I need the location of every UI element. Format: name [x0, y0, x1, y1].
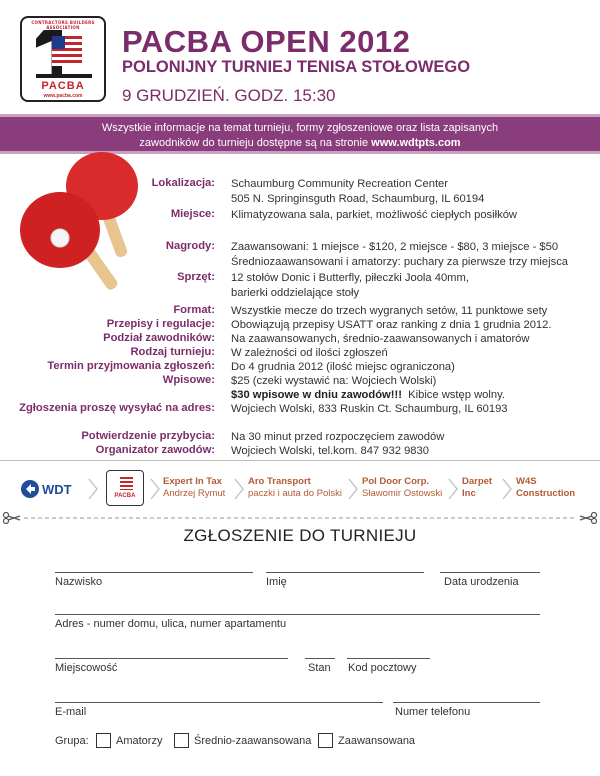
- sponsor-name: Aro Transport: [248, 476, 311, 487]
- info-value: [231, 374, 436, 389]
- logo-bar: [36, 74, 92, 78]
- info-line: Na 30 minut przed rozpoczęciem zawodów: [231, 431, 445, 443]
- info-label: Organizator zawodów:: [95, 444, 215, 456]
- info-line: W zależności od ilości zgłoszeń: [231, 347, 388, 359]
- info-value: [231, 332, 530, 347]
- info-line: Klimatyzowana sala, parkiet, możliwość ciepłych posiłków: [231, 209, 518, 221]
- info-label: Miejsce:: [170, 208, 215, 220]
- chevron-right-icon: [234, 478, 244, 500]
- logo-url: www.pacba.com: [43, 93, 83, 99]
- zip-field[interactable]: [347, 658, 430, 659]
- phone-label: Numer telefonu: [395, 706, 471, 718]
- sponsor-sub: Construction: [516, 488, 576, 499]
- sponsor-name: Pol Door Corp.: [362, 476, 430, 487]
- birth-date-label: Data urodzenia: [444, 576, 519, 588]
- us-flag-icon: [52, 36, 82, 66]
- info-line: Schaumburg Community Recreation Center: [231, 178, 449, 190]
- info-value: [231, 304, 547, 319]
- phone-field[interactable]: [393, 702, 540, 703]
- sponsor-item: [163, 476, 225, 500]
- city-label: Miejscowość: [55, 662, 118, 674]
- us-flag-icon: [120, 477, 133, 490]
- sponsor-sub: paczki i auta do Polski: [248, 488, 342, 499]
- scissors-icon: [580, 513, 597, 524]
- sponsor-sub: Sławomir Ostowski: [362, 488, 443, 499]
- ping-pong-ball-icon: [51, 229, 69, 247]
- chevron-right-icon: [88, 478, 98, 500]
- state-label: Stan: [308, 662, 331, 674]
- info-line: Na zaawansowanych, średnio-zaawansowanych i amatorów: [231, 333, 530, 345]
- chevron-right-icon: [502, 478, 512, 500]
- info-line: Wojciech Wolski, tel.kom. 847 932 9830: [231, 445, 429, 457]
- sponsor-sub: Andrzej Rymut: [163, 488, 226, 499]
- checkbox-intermediate[interactable]: [174, 733, 189, 748]
- first-name-field[interactable]: [266, 572, 424, 573]
- info-value: [231, 177, 484, 206]
- city-field[interactable]: [55, 658, 288, 659]
- info-line: barierki oddzielające stoły: [231, 286, 360, 299]
- group-label: Grupa:: [55, 735, 89, 747]
- event-date-time: 9 GRUDZIEŃ. GODZ. 15:30: [122, 86, 336, 105]
- logo-arc-text: CONTRACTORS BUILDERS ASSOCIATION: [31, 20, 95, 30]
- state-field[interactable]: [305, 658, 335, 659]
- banner-line-2-text: zawodników do turnieju dostępne są na stronie: [139, 137, 372, 149]
- logo-brand: PACBA: [41, 80, 85, 92]
- sponsor-name: W4S: [516, 476, 537, 487]
- info-label: Zgłoszenia proszę wysyłać na adres:: [19, 402, 215, 414]
- info-label: Sprzęt:: [177, 271, 215, 283]
- sponsor-sub: Inc: [462, 488, 476, 499]
- info-label: Przepisy i regulacje:: [106, 318, 215, 330]
- info-line: Obowiązują przepisy USATT oraz ranking z dnia 1 grudnia 2012.: [231, 319, 552, 331]
- info-value: [231, 402, 508, 417]
- info-label: Lokalizacja:: [151, 177, 215, 189]
- info-value: [231, 318, 551, 333]
- first-name-label: Imię: [266, 576, 287, 588]
- pacba-logo: [20, 16, 106, 102]
- info-label: Format:: [173, 304, 215, 316]
- info-value: [231, 388, 505, 403]
- info-line: Wojciech Wolski, 833 Ruskin Ct. Schaumburg, IL 60193: [231, 403, 508, 415]
- address-label: Adres - numer domu, ulica, numer apartamentu: [55, 618, 287, 630]
- pacba-mini-logo: [106, 470, 144, 506]
- wdt-logo: [20, 478, 78, 502]
- ping-pong-paddles-image: [14, 142, 154, 302]
- info-line: $25 (czeki wystawić na: Wojciech Wolski): [231, 375, 437, 387]
- surname-label: Nazwisko: [55, 576, 103, 588]
- info-label: Potwierdzenie przybycia:: [81, 430, 215, 442]
- sponsor-item: [462, 476, 492, 500]
- sponsor-name: Expert In Tax: [163, 476, 222, 487]
- spectators-free: Kibice wstęp wolny.: [401, 389, 505, 401]
- chevron-right-icon: [348, 478, 358, 500]
- sponsor-item: [362, 476, 442, 500]
- info-value: [231, 240, 568, 269]
- email-field[interactable]: [55, 702, 383, 703]
- page-title: PACBA OPEN 2012: [122, 24, 411, 59]
- chevron-right-icon: [448, 478, 458, 500]
- info-value: [231, 444, 429, 459]
- checkbox-advanced[interactable]: [318, 733, 333, 748]
- banner-line-1: Wszystkie informacje na temat turnieju, formy zgłoszeniowe oraz lista zapisanych: [101, 122, 499, 134]
- info-label: Termin przyjmowania zgłoszeń:: [47, 360, 215, 372]
- website-link[interactable]: www.wdtpts.com: [371, 137, 461, 149]
- info-value: [231, 430, 444, 445]
- email-label: E-mail: [55, 706, 87, 718]
- info-line: Zaawansowani: 1 miejsce - $120, 2 miejsce - $80, 3 miejsce - $50: [231, 241, 559, 253]
- info-label: Rodzaj turnieju:: [130, 346, 215, 358]
- sponsor-item: [516, 476, 575, 500]
- info-label: Nagrody:: [165, 240, 215, 252]
- sponsor-item: [248, 476, 342, 500]
- info-value: [231, 346, 388, 361]
- checkbox-amateurs[interactable]: [96, 733, 111, 748]
- cut-line: [0, 512, 600, 524]
- info-line: Do 4 grudnia 2012 (ilość miejsc ograniczona): [231, 361, 455, 373]
- info-line: Średniozaawansowani i amatorzy: puchary za pierwsze trzy miejsca: [231, 255, 569, 268]
- info-label: Podział zawodników:: [103, 332, 215, 344]
- info-line: Wszystkie mecze do trzech wygranych setów, 11 punktowe sety: [231, 305, 548, 317]
- surname-field[interactable]: [55, 572, 253, 573]
- info-value: [231, 271, 469, 300]
- info-value: [231, 360, 455, 375]
- birth-date-field[interactable]: [440, 572, 540, 573]
- chevron-right-icon: [150, 478, 160, 500]
- zip-label: Kod pocztowy: [348, 662, 417, 674]
- checkbox-intermediate-label: Średnio-zaawansowana: [194, 735, 312, 747]
- fee-day-of: $30 wpisowe w dniu zawodów!!!: [231, 389, 402, 401]
- checkbox-advanced-label: Zaawansowana: [338, 735, 416, 747]
- info-line: 505 N. Springinsguth Road, Schaumburg, IL 60194: [231, 192, 485, 205]
- info-value: [231, 208, 517, 223]
- checkbox-amateurs-label: Amatorzy: [116, 735, 163, 747]
- info-label: Wpisowe:: [162, 374, 215, 386]
- divider: [0, 460, 600, 461]
- address-field[interactable]: [55, 614, 540, 615]
- scissors-icon: [4, 513, 21, 524]
- wdt-logo-text: WDT: [42, 482, 72, 497]
- form-title: ZGŁOSZENIE DO TURNIEJU: [183, 526, 417, 545]
- mini-logo-text: PACBA: [114, 493, 136, 499]
- sponsor-name: Darpet: [462, 476, 493, 487]
- page-subtitle: POLONIJNY TURNIEJ TENISA STOŁOWEGO: [122, 58, 471, 76]
- info-line: 12 stołów Donic i Butterfly, piłeczki Joola 40mm,: [231, 272, 469, 284]
